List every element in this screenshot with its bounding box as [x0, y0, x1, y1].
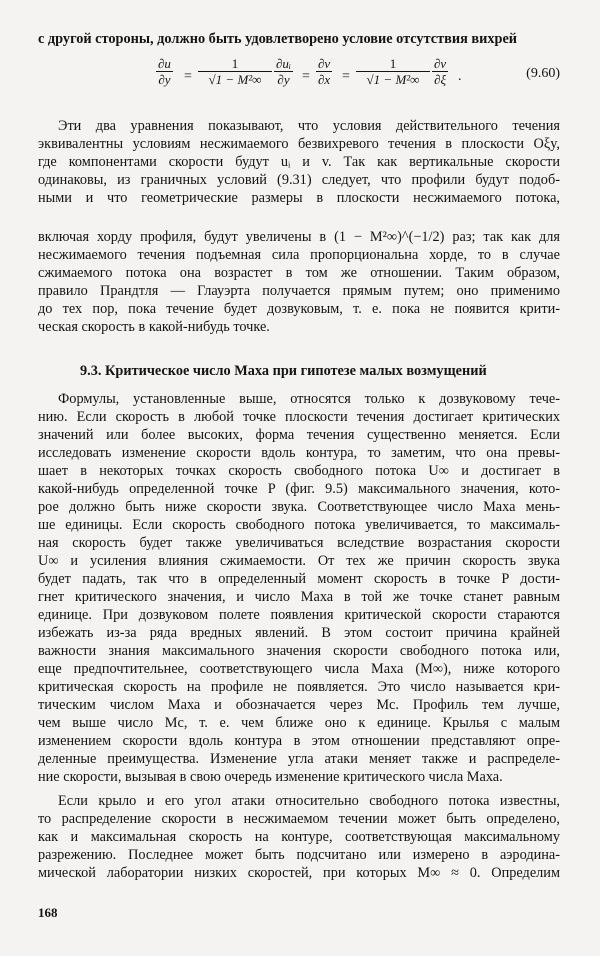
eq-frac-1b: 1 √1 − M²∞	[356, 56, 430, 88]
para1-line: несжимаемого течения подъемная сила пропорциональна хорде, то в случае	[38, 247, 560, 263]
eq-equals: =	[302, 69, 310, 84]
para2-line: изменением скорости вдоль контура в этом отношении представляют опре-	[38, 733, 560, 749]
para2-line: избежать из-за ряда вредных явлений. В этом состоит причина крайней	[38, 625, 560, 641]
eq-equals: =	[184, 69, 192, 84]
para1-line: включая хорду профиля, будут увеличены в (1 − M²∞)^(−1/2) раз; так как для	[38, 229, 560, 245]
para2-line: критическая скорость на профиле не появляется. Это число называется кри-	[38, 679, 560, 695]
top-line: с другой стороны, должно быть удовлетворено условие отсутствия вихрей	[38, 31, 518, 47]
para1-line: Эти два уравнения показывают, что условия действительного течения	[58, 118, 560, 134]
para2-line: единице. При дозвуковом полете появления критической скорости стараются	[38, 607, 560, 623]
para2-line: ние скорости, вызывая в свою очередь изменение критического числа Маха.	[38, 769, 503, 785]
para2-line: еще предпочтительнее, соответствующего числа Маха (M∞), ниже которого	[38, 661, 560, 677]
eq-frac-dv-dx: ∂v ∂x	[318, 56, 331, 87]
para2-line: деленные преимущества. Изменение угла атаки меняет также и распределе-	[38, 751, 560, 767]
eq-frac-du-dy: ∂u ∂y	[158, 56, 171, 87]
section-heading: 9.3. Критическое число Маха при гипотезе малых возмущений	[80, 363, 487, 379]
para2-line: нию. Если скорость в любой точке плоскости течения достигает критических	[38, 409, 560, 425]
para2-line: чем выше число Mc, т. е. чем ближе оно к единице. Крылья с малым	[38, 715, 560, 731]
para2-line: какой-нибудь определенной точке P (фиг. 9.5) максимального значения, кото-	[38, 481, 560, 497]
para1-line: до тех пор, пока течение будет дозвуковым, т. е. пока не появится крити-	[38, 301, 560, 317]
para2-line: тическим числом Маха и обозначается через Mc. Профиль тем лучше,	[38, 697, 560, 713]
page-number: 168	[38, 905, 58, 920]
para3-line: то распределение скорости в несжимаемом течении может быть определено,	[38, 811, 560, 827]
eq-frac-1: 1 √1 − M²∞	[198, 56, 272, 88]
para2-line: исследовать изменение скорости вдоль контура, то заметим, что она превы-	[38, 445, 560, 461]
para1-line: где компонентами скорости будут uᵢ и v. Так как вертикальные скорости	[38, 154, 560, 170]
para2-line: ная скорость будет также увеличиваться вследствие возрастания скорости	[38, 535, 560, 551]
eq-frac-dui-dy: ∂uᵢ ∂y	[276, 56, 291, 87]
para1-line: ческая скорость в какой-нибудь точке.	[38, 319, 270, 335]
eq-frac-dv-dxi: ∂v ∂ξ	[434, 56, 447, 87]
para2-line: U∞ и усиления влияния сжимаемости. От тех же причин скорость звука	[38, 553, 560, 569]
para1-line: ными и что геометрические размеры в плоскости несжимаемого потока,	[38, 190, 560, 206]
para3-line: Если крыло и его угол атаки относительно свободного потока известны,	[58, 793, 560, 809]
para1-line: сжимаемого потока она возрастет в том же отношении. Таким образом,	[38, 265, 560, 281]
para2-line: значений или более высоких, форма течения существенно меняется. Если	[38, 427, 560, 443]
equation-9-60: ∂u ∂y = 1 √1 − M²∞ ∂uᵢ ∂y = ∂v ∂x = 1 √1 − M²∞ ∂v ∂ξ . (9.60)	[158, 56, 560, 87]
para2-line: Формулы, установленные выше, относятся только к дозвуковому тече-	[58, 391, 560, 407]
para2-line: рое должно быть ниже скорости звука. Соответствующее число Маха мень-	[38, 499, 560, 515]
eq-equals: =	[342, 69, 350, 84]
para3-line: мической лаборатории низких скоростей, при которых M∞ ≈ 0. Определим	[38, 865, 560, 881]
para1-line: эквивалентны условиям несжимаемого безвихревого течения в плоскости Oξy,	[38, 136, 560, 152]
equation-number: (9.60)	[526, 66, 560, 81]
para3-line: как и максимальная скорость на контуре, соответствующая максимальному	[38, 829, 560, 845]
para1-line: одинаковы, из граничных условий (9.31) следует, что профили будут подоб-	[38, 172, 560, 188]
para2-line: шает в некоторых точках скорость свободного потока U∞ и достигает в	[38, 463, 560, 479]
para2-line: важности знания максимального значения скорости свободного потока или,	[38, 643, 560, 659]
para2-line: будет падать, так что в определенный момент скорость в точке P дости-	[38, 571, 560, 587]
para2-line: гнет критического значения, и число Маха в той же точке станет равным	[38, 589, 560, 605]
para2-line: ше единицы. Если скорость свободного потока увеличивается, то максималь-	[38, 517, 560, 533]
para3-line: разрежению. Последнее может быть подсчитано или измерено в аэродина-	[38, 847, 560, 863]
para1-line: правило Прандтля — Глауэрта получается прямым путем; оно применимо	[38, 283, 560, 299]
